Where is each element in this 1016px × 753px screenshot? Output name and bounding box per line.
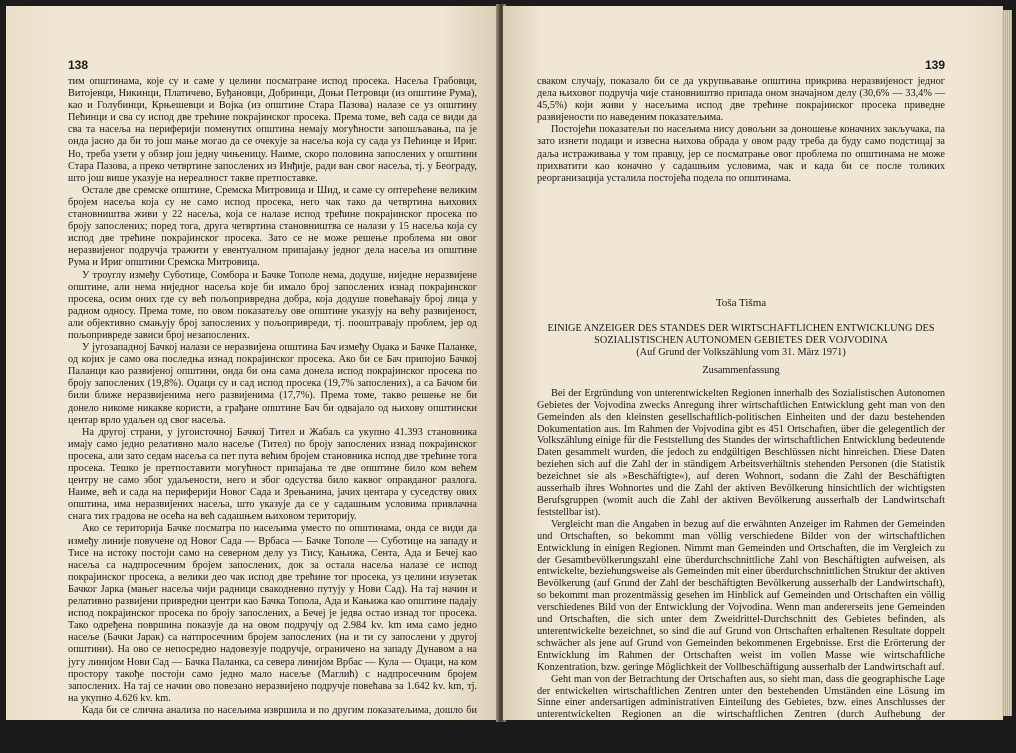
body-paragraph: У троуглу између Суботице, Сомбора и Бачке Тополе нема, додуше, ниједне неразвијене општине, али нема ниједног насеља које би имало број запослених изнад покрајинског просека, осим оних где су већ пољопривредна добра, која додуше повећавају број лица у радном односу. Према томе, по овом показатељу ове општине указују на већу развијеност, али објективно смањују број запослених у пољопривреди, тј. пооштравају проблем, јер од пољопривреде зависи број незапослених. <box>68 269 477 341</box>
summary-paragraph: Geht man von der Betrachtung der Ortschaften aus, so sieht man, dass die geographische Lage der entwickelten wirtschaftlichen Zentren unter den bestehenden Umständen eine Lösung im Sinne einer andersartigen administrativen Einteilung des Gebietes, bzw. eines Anschlusses der unterentwickelten Regionen an die wirtschaftlichen Zentren (durch Aufhebung der unterentwickelten Gemeinden), nicht zulässt. <box>537 673 945 733</box>
body-paragraph: На другој страни, у југоисточној Бачкој Тител и Жабаљ са укупно 41.393 становника имају само једно релативно мало насеље (Тител) по броју запослених изнад покрајинског просека, али зато седам насеља са пет пута већим бројем становника испод две трећине тога просека. Тешко је претпоставити могућност припајања те две општине било ком већем центру не само због удаљености, него и због одсуства било каквог оправданог разлога. Наиме, већ и сада на периферији Новог Сада и Зрењанина, јачих центара у суседству ових општина, има неразвијених насеља, што указује да се у садашњим условима привлачна снага тих градова не осећа на већ садашњем њиховом територију. <box>68 426 477 523</box>
body-paragraph: У југозападној Бачкој налази се неразвијена општина Бач између Оџака и Бачке Паланке, од којих је само ова последња изнад покрајинског просека. Ако би се Бач припојио Бачкој Паланци као развијеној општини, онда би она сама донела испод покрајинског просека по броју запослених (19,8%). Оџаци су и сад испод просека (19,7% запослених), а са Бачом би били ближе неразвијенима него развијенима (17,7%). Према томе, такво решење не би донело никоме никакве користи, а грађане општине Бач би одвајало од њихову општински центар врло удаљен од свог насеља. <box>68 342 477 426</box>
summary-heading: Zusammenfassung <box>702 364 780 376</box>
page-number-left: 138 <box>68 58 89 72</box>
body-paragraph: Ако се територија Бачке посматра по насељима уместо по општинама, онда се види да између линије повучене од Новог Сада — Врбаса — Бачке Тополе — Суботице на западу и Тисе на истоку постоји само на северном делу уз Тису, Кањижа, Сента, Ада и Бечеј као насеља са надпросечним бројем запослених, док за остала насеља налазе се испод покрајинског просека, а велики део чак испод две трећине тог просека, уз целини изузетак Бачког Јарка (мањег насеља чији радници свакодневно путују у Нови Сад). На тај начин и релативно развијени привредни центри као Бачка Топола, Ада и Кањижа као општине падају испод покрајинског просека по броју запослених, а Бечеј је једва остао изнад тог просека. Тако одређена површина показује да на овом подручју од 2.984 kv. km има само једно насеље (Бачки Јарак) са натпросечним бројем запослених (на и ти су запослени у другој општини). На ово се непосредно надовезује подручје, ограничено на западу Дунавом а на југу линијом Нови Сад — Бачка Паланка, са севера линијом Врбас — Кула — Оџаци, на ком простору такође постоји само једно мало насеље (Маглић) с надпросечним бројем запослених. На тај се начин ово повезано неразвијено подручје повећава за 1.642 kv. km, тј. на укупно 4.626 kv. km. <box>68 523 477 704</box>
summary-paragraph: Vergleicht man die Angaben in bezug auf die erwähnten Anzeiger im Rahmen der Gemeinden und Ortschaften, so bekommt man völlig verschiedene Bilder von der wirtschaftlichen Entwicklung in einigen Regionen. Nimmt man Gemeinden und Ortschaften, die im Vergleich zu der Gesamtbevölkerungszahl eine überdurchschnittliche Zahl von Beschäftigten aufweisen, als entwickelte, beziehungsweise als Gemeinden mit einer überdurchschnittlichen Struktur der aktiven Bevölkerung (auf Grund der Zahl der beschäftigten Bevölkerung ausserhalb der Landwirtschaft), so bekommt man prozentmässig gesehen im Hinblick auf Gemeinden und Ortschaften ein völlig verschiedenes Bild von der Entwicklung der Vojvodina. Wenn man andererseits jene Gemeinden und Ortschaften, die sich unter dem Zweidrittel-Durchschnitt des Gebietes befinden, als unterentwickelte bezeichnet, so sind die auf Grund von Ortschaften erhaltenen Resultate doppelt schwächer als jene auf Grund von Gemeinden bekommenen Ergebnisse. Erst die Erörterung der Entwicklung im Rahmen der Ortschaften weist im vollen Masse wie wirtschaftliche Konzentration, bzw. geringe Möglichkeit der Vollbeschäftigung ausserhalb der Landwirtschaft auf. <box>537 518 945 673</box>
body-paragraph: тим општинама, које су и саме у целини посматране испод просека. Насеља Грабовци, Витојевци, Никинци, Платичево, Буђановци, Добринци, Доњи Петровци (из општине Рума), као и Голубинци, Крњешевци и Војка (из општине Стара Пазова) налазе се уз општину Пећинци и сва су испод две трећине покрајинског просека. Према томе, већ сада се види да сва та насеља на периферији поменутих општина немају могућности запошљавања, па је онда јасно да би то још мање могао да се очекује за насеља која су сада уз Пећинце и Ириг. Но, треба узети у обзир још једну чињеницу. Наиме, скоро половина запослених у општини Стара Пазова, а преко четвртине запослених из Инђије, ради ван свог насеља, тј. у Београду, што још више указује на нереалност такве претпоставке. <box>68 76 477 184</box>
article-title: EINIGE ANZEIGER DES STANDES DER WIRTSCHAFTLICHEN ENTWICKLUNG DES SOZIALISTISCHEN AUTONOMEN GEBIETES DER VOJVODINA <box>547 322 935 346</box>
article-subtitle: (Auf Grund der Volkszählung vom 31. März 1971) <box>636 346 846 358</box>
body-paragraph: Остале две сремске општине, Сремска Митровица и Шид, и саме су оптерећене великим бројем насеља која су не само испод просека, него чак тако да четвртина њихових становништва живи у 22 насеља, која се налазе испод трећине покрајинског просека по броју запослених; поред тога, друга четвртина становништва се налази у 15 насеља која су испод две трећине покрајинског просека. Зато се не може решење проблема ни овог неразвијеног подручја тражити у евентуалном припајању једног дела насеља из општине Рума и Ириг општини Сремска Митровица. <box>68 184 477 269</box>
body-paragraph: Постојећи показатељи по насељима нису довољни за доношење коначних закључака, па зато изнети подаци и извесна њихова обрада у овом раду треба да буду само подстицај за даља истраживања у том правцу, јер се посматрање овог проблема по општинама не може прихватити као коначно у садашњим условима, чак и када би се после толиких реорганизација усталила постојећа подела по општинама. <box>537 124 945 184</box>
article-author: Toša Tišma <box>715 296 767 309</box>
summary-body <box>537 388 945 733</box>
right-page <box>503 6 1003 733</box>
body-paragraph: сваком случају, показало би се да укрупњавање општина прикрива неразвијеност једног дела њиховог подручја чије становништво припада оном значајном делу (30,6% — 33,4% — 45,5%) који живи у насељима испод две трећине покрајинског просека приведне развијености по наведеним показатељима. <box>537 76 945 124</box>
left-page <box>6 6 499 753</box>
page-edges <box>1002 10 1012 716</box>
page-number-right: 139 <box>924 58 945 72</box>
body-paragraph: Када би се слична анализа по насељима извршила и по другим показатељима, дошло би се до сличних резултата, односно по односу непољопривредног у укупном активном становништву слика би била нешто повољнија, али по учешћу запослених у свом насељу у укупном становништву нешто слабија. У <box>68 704 477 753</box>
summary-paragraph: Bei der Ergründung von unterentwickelten Regionen innerhalb des Sozialistischen Autonomen Gebietes der Vojvodina zwecks Anregung ihrer wirtschaftlichen Entwicklung geht man von den Gemeinden als den kleinsten gesellschaftlich-politischen Einheiten und der dazu bestehenden Dokumentation aus. Im Rahmen der Vojvodina gibt es 451 Ortschaften, über die gelegentlich der Volkszählung einige für die Feststellung des Standes der wirtschaftlichen Entwicklung bedeutende Daten gesammelt wurden, die jedoch zu endgültigen Beschlüssen nicht hinreichen. Diese Daten beziehen sich auf die Zahl der in ständigem Arbeitsverhältnis stehenden Personen (die Statistik bezeichnet sie als »Beschäftigte«), auf deren Wohnort, sodann die Zahl der Beschäftigten ausserhalb ihres Wohnortes und die Zahl der aktiven Bevölkerung hinsichtlich der wichtigsten Berufsgruppen (womit auch die Zahl der aktiven Bevölkerung ausserhalb der Landwirtschaft feststellbar ist). <box>537 387 945 518</box>
